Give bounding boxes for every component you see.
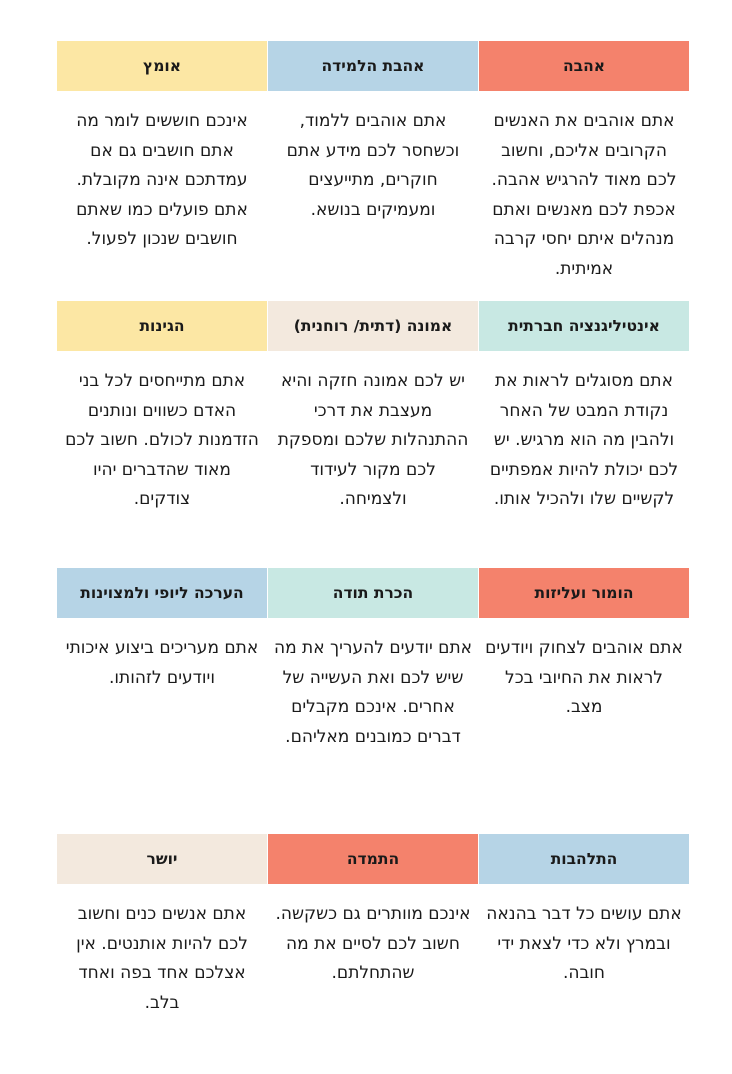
strength-title: אומץ (57, 41, 267, 91)
strength-card-social-intelligence (479, 301, 689, 515)
strength-card-appreciation-of-beauty (57, 568, 267, 752)
strength-description: אתם אוהבים לצחוק ויודעים לראות את החיובי בכל מצב. (485, 638, 683, 717)
strength-description: אתם עושים כל דבר בהנאה ובמרץ ולא כדי לצאת ידי חובה. (486, 904, 682, 983)
strength-card-faith (268, 301, 478, 515)
strength-card-honesty (57, 834, 267, 1018)
strengths-row-3 (57, 568, 689, 752)
strength-card-enthusiasm (479, 834, 689, 1018)
strength-title: התמדה (268, 834, 478, 884)
strength-card-humor (479, 568, 689, 752)
strength-title: הערכה ליופי ולמצוינות (57, 568, 267, 618)
strengths-row-2 (57, 301, 689, 515)
strength-card-love (479, 41, 689, 284)
strengths-row-4 (57, 834, 689, 1018)
strength-card-courage (57, 41, 267, 284)
strength-description: אתם אוהבים את האנשים הקרובים אליכם, וחשוב לכם מאוד להרגיש אהבה. אכפת לכם מאנשים ואתם מנהלים איתם יחסי קרבה אמיתית. (491, 111, 677, 279)
strength-description: אתם אוהבים ללמוד, וכשחסר לכם מידע אתם חוקרים, מתייעצים ומעמיקים בנושא. (286, 111, 460, 220)
strength-description: אתם אנשים כנים וחשוב לכם להיות אותנטים. אין אצלכם אחד בפה ואחד בלב. (76, 904, 248, 1013)
strength-description: אתם מסוגלים לראות את נקודת המבט של האחר ולהבין מה הוא מרגיש. יש לכם יכולת להיות אמפתיים לקשיים שלו ולהכיל אותו. (489, 371, 679, 509)
strengths-row-1 (57, 41, 689, 284)
strength-title: התלהבות (479, 834, 689, 884)
strength-description: אתם מעריכים ביצוע איכותי ויודעים לזהותו. (65, 638, 259, 688)
strength-title: הכרת תודה (268, 568, 478, 618)
strength-description: יש לכם אמונה חזקה והיא מעצבת את דרכי ההתנהלות שלכם ומספקת לכם מקור לעידוד ולצמיחה. (277, 371, 469, 509)
strength-description: אתם מתייחסים לכל בני האדם כשווים ונותנים הזדמנות לכולם. חשוב לכם מאוד שהדברים יהיו צודקים. (65, 371, 259, 509)
strength-title: הומור ועליזות (479, 568, 689, 618)
strength-title: אהבת הלמידה (268, 41, 478, 91)
strength-description: אינכם חוששים לומר מה אתם חושבים גם אם עמדתכם אינה מקובלת. אתם פועלים כמו שאתם חושבים שנכון לפעול. (76, 111, 248, 249)
strength-card-gratitude (268, 568, 478, 752)
strength-card-perseverance (268, 834, 478, 1018)
strength-title: אמונה (דתית/ רוחנית) (268, 301, 478, 351)
strength-card-fairness (57, 301, 267, 515)
strength-card-love-of-learning (268, 41, 478, 284)
strength-title: יושר (57, 834, 267, 884)
strength-title: אינטיליגנציה חברתית (479, 301, 689, 351)
strength-description: אינכם מוותרים גם כשקשה. חשוב לכם לסיים את מה שהתחלתם. (275, 904, 471, 983)
strength-description: אתם יודעים להעריך את מה שיש לכם ואת העשייה של אחרים. אינכם מקבלים דברים כמובנים מאליהם. (274, 638, 472, 747)
strength-title: הגינות (57, 301, 267, 351)
strength-title: אהבה (479, 41, 689, 91)
